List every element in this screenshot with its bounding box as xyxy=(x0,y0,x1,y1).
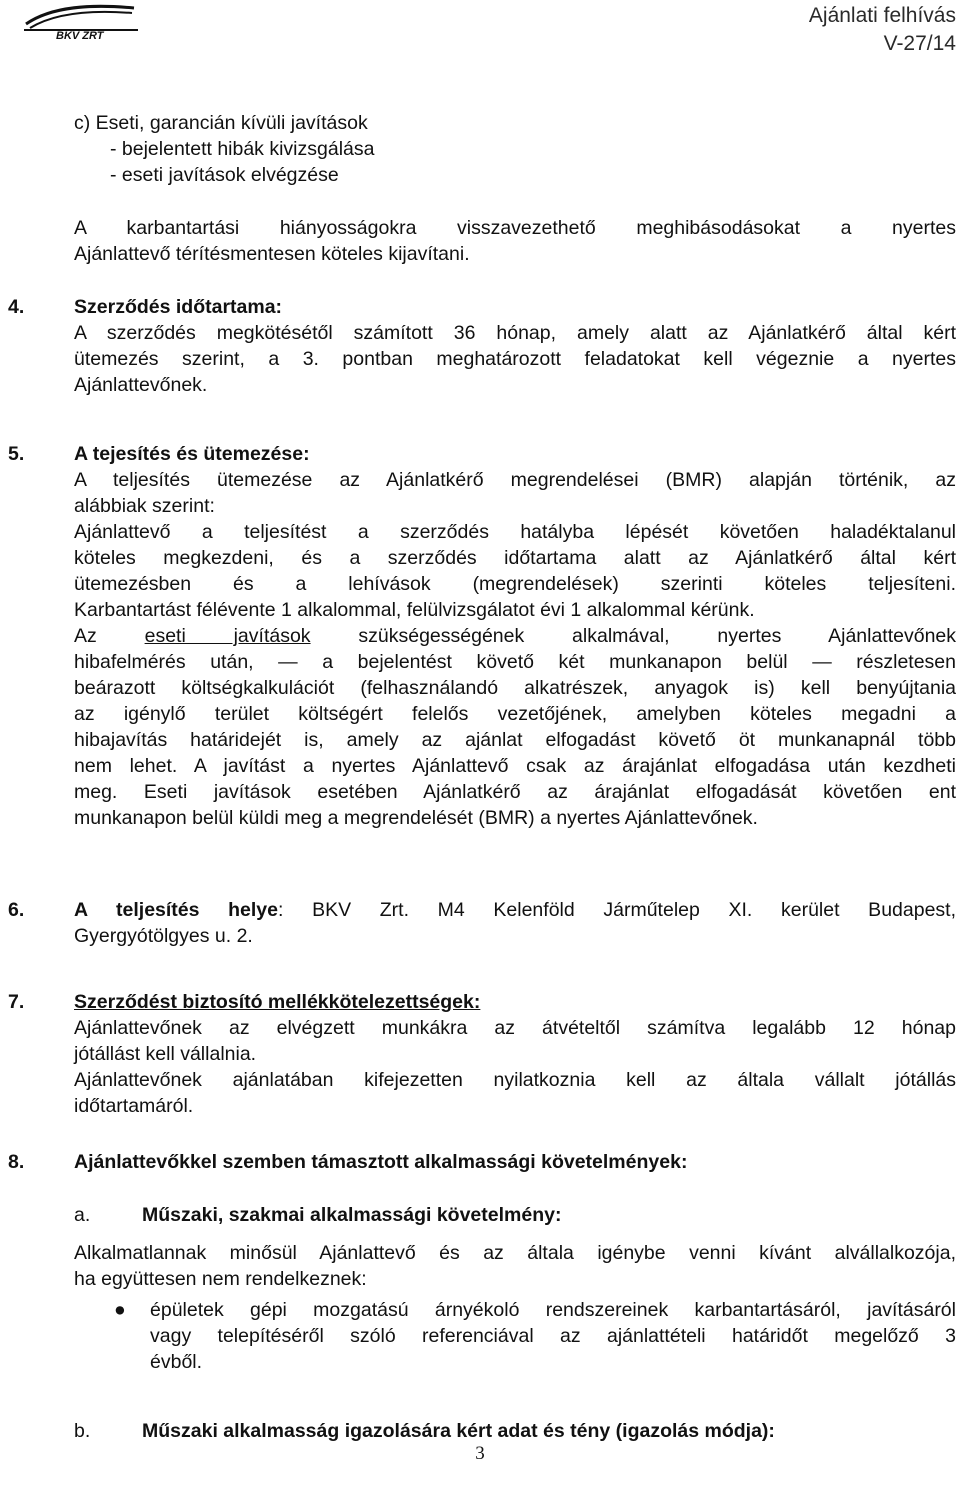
section-4-title: Szerződés időtartama: xyxy=(74,296,283,318)
section-5-number: 5. xyxy=(8,443,25,465)
section-c-heading: c) Eseti, garancián kívüli javítások xyxy=(74,112,368,134)
karbantartas-paragraph xyxy=(74,215,956,267)
text-line: vagy telepítéséről szóló referenciával az ajánlattételi határidőt megelőző 3 xyxy=(150,1325,956,1347)
section-6-body xyxy=(74,897,956,949)
page-number: 3 xyxy=(475,1443,485,1464)
text-line: A szerződés megkötésétől számított 36 hónap, amely alatt az Ajánlatkérő által kért xyxy=(74,322,956,344)
section-7-number: 7. xyxy=(8,991,25,1013)
text-line: ha együttesen nem rendelkeznek: xyxy=(74,1268,367,1290)
subsection-b-title: Műszaki alkalmasság igazolására kért adat és tény (igazolás módja): xyxy=(142,1420,775,1442)
section-8-number: 8. xyxy=(8,1151,25,1173)
text-line: alábbiak szerint: xyxy=(74,495,215,517)
text-line: nem lehet. A javítást a nyertes Ajánlattevő csak az árajánlat elfogadása után kezdheti xyxy=(74,755,956,777)
text-line: ütemezésben és a lehívások (megrendelések) szerinti köteles teljesíteni. xyxy=(74,573,956,595)
text-line: Ajánlattevő térítésmentesen köteles kijavítani. xyxy=(74,243,470,265)
text-fragment: : BKV Zrt. M4 Kelenföld Járműtelep XI. kerület Budapest, xyxy=(278,899,956,921)
text-line: A teljesítés ütemezése az Ajánlatkérő megrendelései (BMR) alapján történik, az xyxy=(74,469,956,491)
text-line xyxy=(74,897,956,923)
section-7-body xyxy=(74,1015,956,1119)
text-line: évből. xyxy=(150,1351,203,1373)
text-line: Alkalmatlannak minősül Ajánlattevő és az általa igénybe venni kívánt alvállalkozója, xyxy=(74,1242,956,1264)
svg-text:BKV ZRT: BKV ZRT xyxy=(56,30,104,40)
text-line: hibajavítás határidejét is, amely az ajánlat elfogadást követő öt munkanapnál több xyxy=(74,729,956,751)
text-line: jótállást kell vállalnia. xyxy=(74,1043,257,1065)
section-6-title: A teljesítés helye xyxy=(74,899,279,921)
text-line: Ajánlattevőnek. xyxy=(74,374,208,396)
bullet-icon: ● xyxy=(114,1299,126,1321)
subsection-b-label: b. xyxy=(74,1420,91,1442)
text-line: Ajánlattevőnek ajánlatában kifejezetten nyilatkoznia kell az általa vállalt jótállás xyxy=(74,1069,956,1091)
text-fragment: Az xyxy=(74,625,97,647)
text-line: Ajánlattevő a teljesítést a szerződés hatályba lépését követően haladéktalanul xyxy=(74,521,956,543)
section-7-title: Szerződést biztosító mellékkötelezettségek: xyxy=(74,991,481,1013)
section-6-number: 6. xyxy=(8,899,25,921)
text-line: köteles megkezdeni, és a szerződés időtartama alatt az Ajánlatkérő által kért xyxy=(74,547,956,569)
text-line: meg. Eseti javítások esetében Ajánlatkérő az árajánlat elfogadását követően ent xyxy=(74,781,956,803)
subsection-a-title: Műszaki, szakmai alkalmassági követelmény: xyxy=(142,1204,562,1226)
text-line: hibafelmérés után, — a bejelentést követő két munkanapon belül — részletesen xyxy=(74,651,956,673)
subsection-a-label: a. xyxy=(74,1204,91,1226)
text-line: Karbantartást félévente 1 alkalommal, felülvizsgálatot évi 1 alkalommal kérünk. xyxy=(74,599,755,621)
bullet-item xyxy=(150,1297,956,1375)
text-line: A karbantartási hiányosságokra visszavezethető meghibásodásokat a nyertes xyxy=(74,217,956,239)
section-c-item: - bejelentett hibák kivizsgálása xyxy=(110,138,375,160)
text-line: beárazott költségkalkulációt (felhasználandó alkatrészek, anyagok is) kell benyújtania xyxy=(74,677,956,699)
text-line: az igénylő terület költségért felelős vezetőjének, amelyben köteles megadni a xyxy=(74,703,956,725)
section-5-body xyxy=(74,467,956,831)
text-line: Ajánlattevőnek az elvégzett munkákra az átvételtől számítva legalább 12 hónap xyxy=(74,1017,956,1039)
text-line xyxy=(74,623,956,649)
section-c-item: - eseti javítások elvégzése xyxy=(110,164,339,186)
text-line: Gyergyótölgyes u. 2. xyxy=(74,925,253,947)
section-5-title: A tejesítés és ütemezése: xyxy=(74,443,310,465)
text-line: munkanapon belül küldi meg a megrendelését (BMR) a nyertes Ajánlattevőnek. xyxy=(74,807,758,829)
eseti-javitasok-underlined: eseti javítások xyxy=(144,625,311,647)
header-title: Ajánlati felhívás xyxy=(808,4,956,27)
subsection-a-paragraph xyxy=(74,1240,956,1292)
text-line: épületek gépi mozgatású árnyékoló rendszereinek karbantartásáról, javításáról xyxy=(150,1299,956,1321)
section-4-number: 4. xyxy=(8,296,25,318)
section-4-body xyxy=(74,320,956,398)
text-fragment: szükségességének alkalmával, nyertes Ajánlattevőnek xyxy=(358,625,957,647)
header-right xyxy=(809,2,956,58)
text-line: időtartamáról. xyxy=(74,1095,194,1117)
section-8-title: Ajánlattevőkkel szemben támasztott alkalmassági követelmények: xyxy=(74,1151,688,1173)
header-doc-code: V-27/14 xyxy=(883,32,956,55)
bkv-logo xyxy=(22,2,140,40)
text-line: ütemezés szerint, a 3. pontban meghatározott feladatokat kell végeznie a nyertes xyxy=(74,348,956,370)
